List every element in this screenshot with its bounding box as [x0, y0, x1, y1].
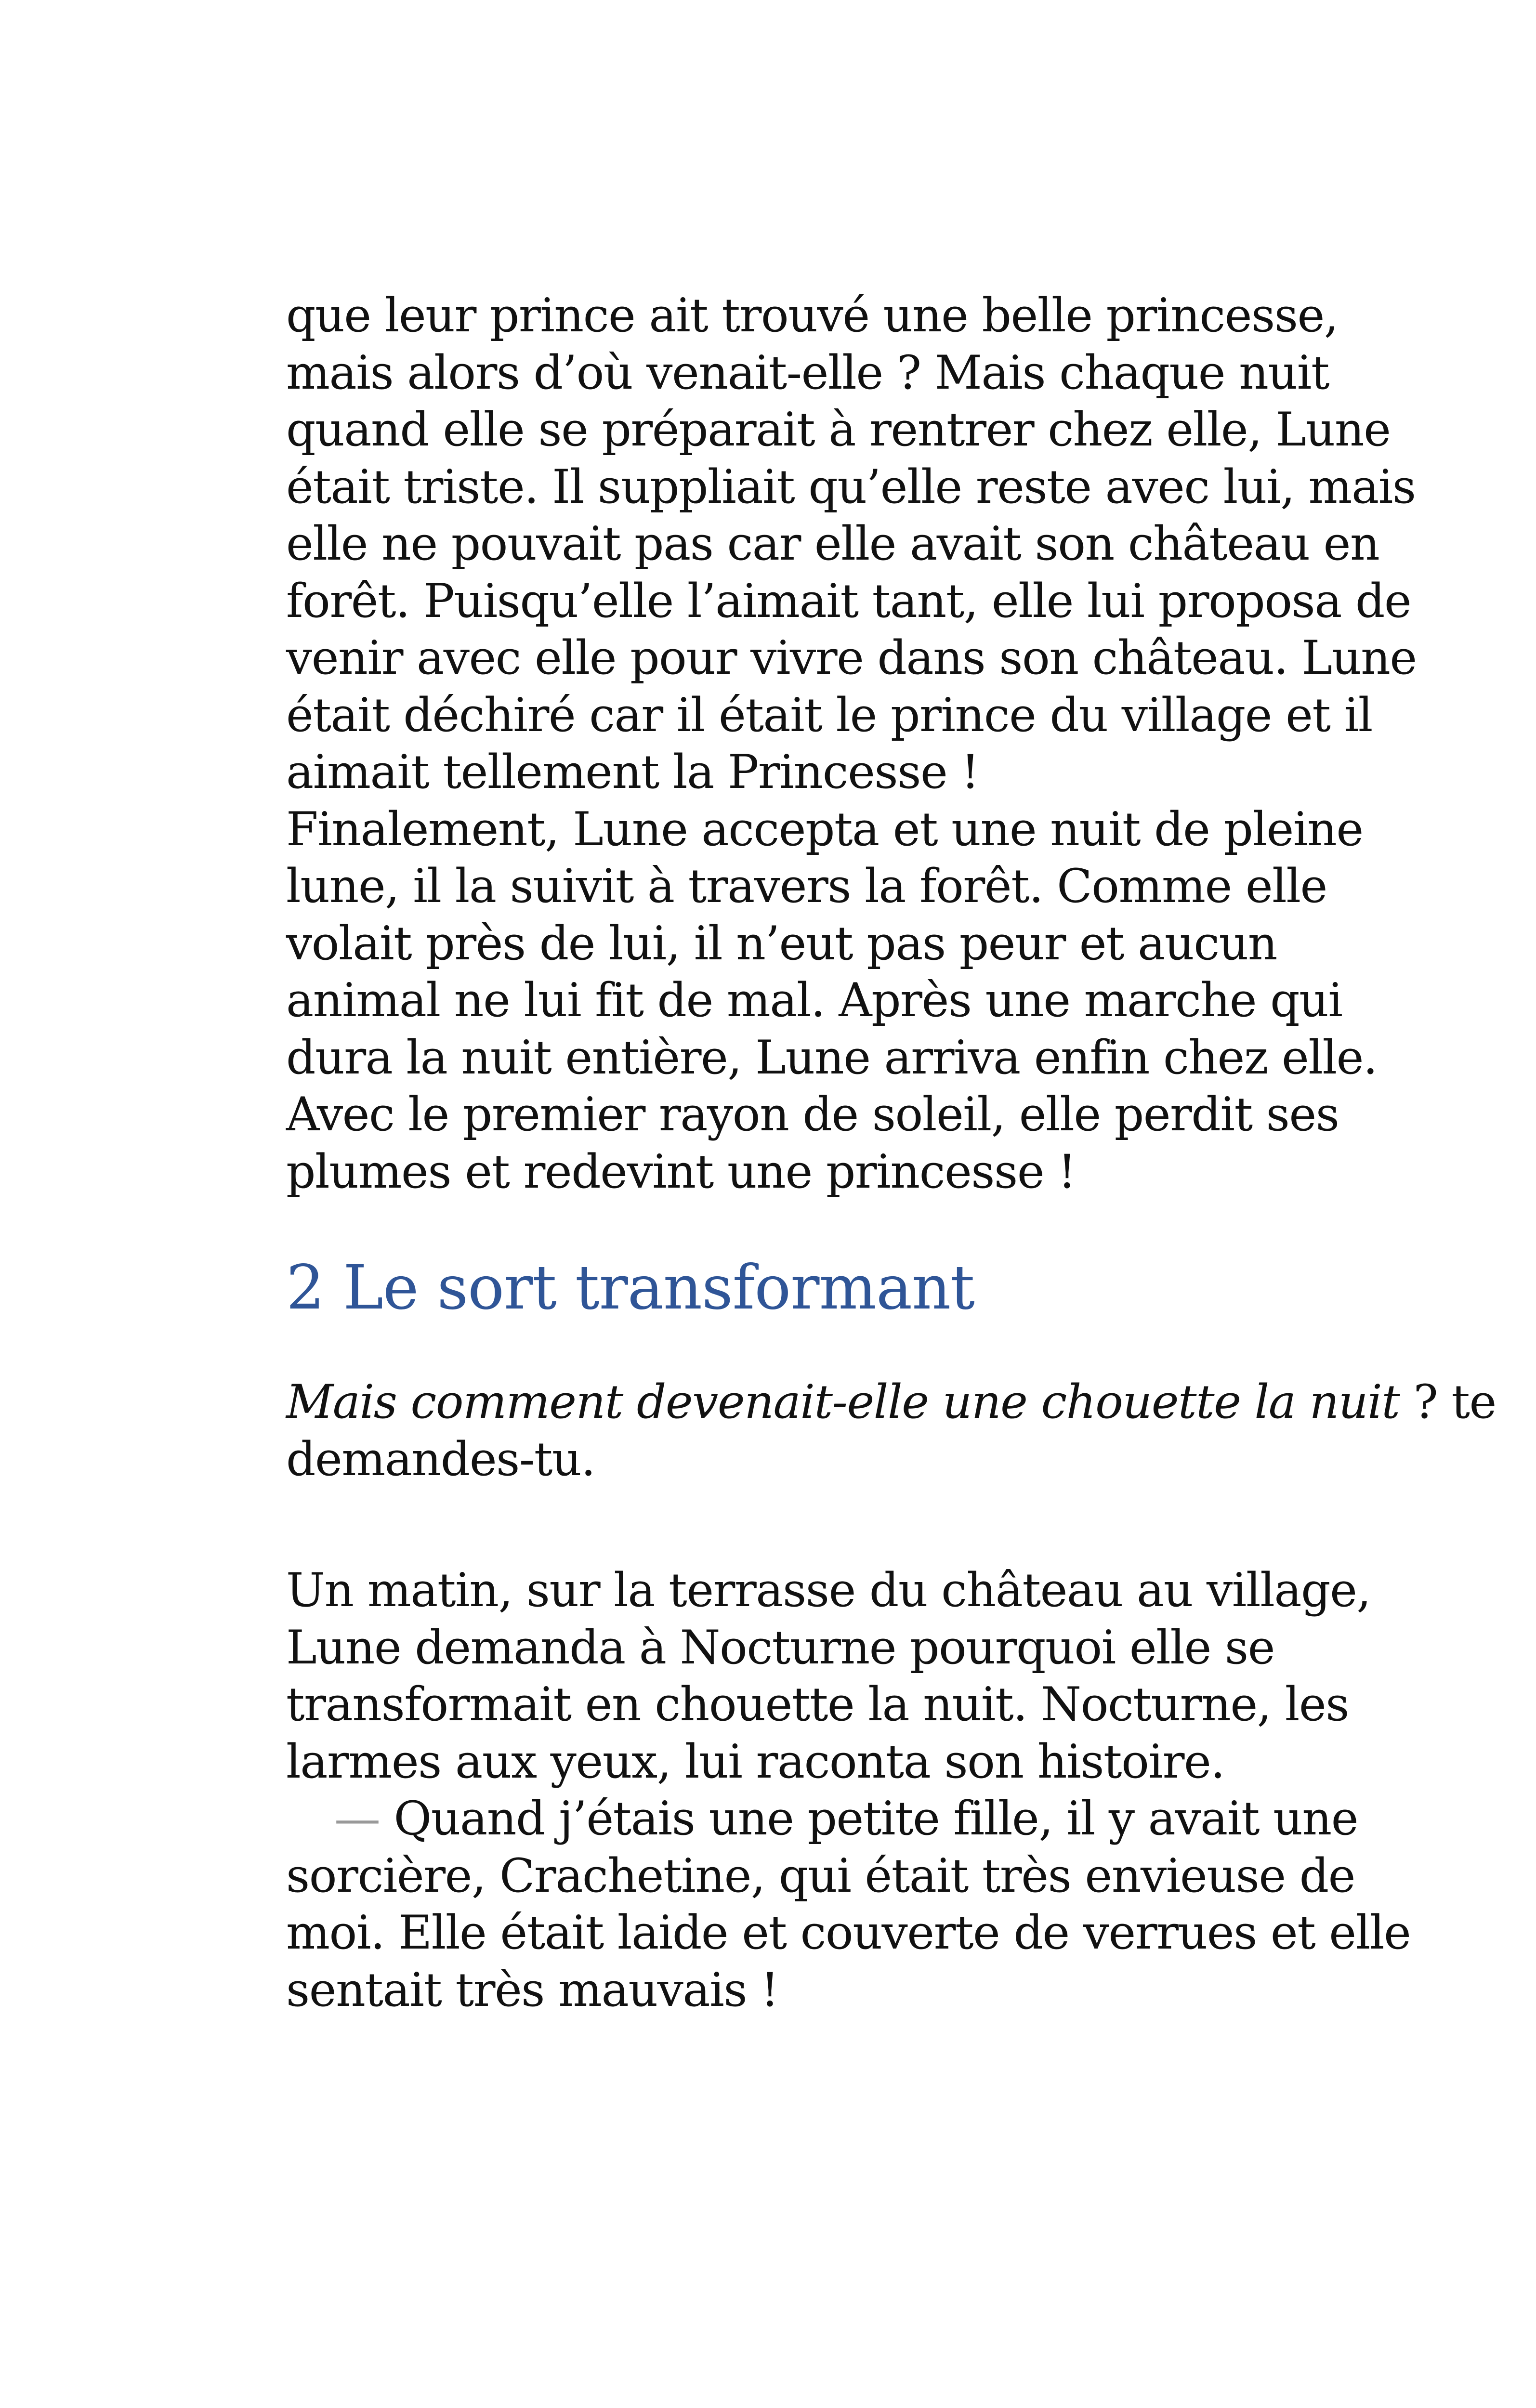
- text-line: elle ne pouvait pas car elle avait son château en: [286, 517, 1379, 571]
- text-line: Finalement, Lune accepta et une nuit de pleine: [286, 802, 1363, 856]
- text-line: mais alors d’où venait-elle ? Mais chaque nuit: [286, 345, 1329, 400]
- text-line: que leur prince ait trouvé une belle princesse,: [286, 288, 1338, 342]
- italic-question: Mais comment devenait-elle une chouette la nuit: [286, 1375, 1400, 1429]
- dialogue-first-line: [286, 1790, 1410, 1847]
- paragraph-3: [286, 1562, 1410, 2018]
- text-line: était triste. Il suppliait qu’elle reste avec lui, mais: [286, 459, 1416, 514]
- text-line: plumes et redevint une princesse !: [286, 1144, 1076, 1199]
- text-line: était déchiré car il était le prince du village et il: [286, 688, 1372, 742]
- text-line: forêt. Puisqu’elle l’aimait tant, elle lui proposa de: [286, 574, 1411, 628]
- text-line: volait près de lui, il n’eut pas peur et aucun: [286, 916, 1277, 970]
- text-line: venir avec elle pour vivre dans son château. Lune: [286, 631, 1417, 685]
- text-line: animal ne lui fit de mal. Après une marche qui: [286, 973, 1342, 1027]
- document-page: [286, 287, 1496, 2017]
- text-line: larmes aux yeux, lui raconta son histoire.: [286, 1734, 1225, 1789]
- text-line: lune, il la suivit à travers la forêt. Comme elle: [286, 859, 1327, 913]
- text-line: transformait en chouette la nuit. Nocturne, les: [286, 1677, 1349, 1731]
- text-line: demandes-tu.: [286, 1432, 595, 1486]
- text-line: moi. Elle était laide et couverte de verrues et elle: [286, 1906, 1411, 1960]
- question-tail: ? te: [1399, 1375, 1496, 1429]
- text-line: Avec le premier rayon de soleil, elle perdit ses: [286, 1087, 1339, 1141]
- text-line: quand elle se préparait à rentrer chez elle, Lune: [286, 403, 1391, 457]
- text-line: Lune demanda à Nocturne pourquoi elle se: [286, 1620, 1274, 1675]
- dialogue-text: Quand j’étais une petite fille, il y avait une: [380, 1792, 1358, 1845]
- section-heading: 2 Le sort transformant: [286, 1252, 974, 1323]
- text-line: dura la nuit entière, Lune arriva enfin chez elle.: [286, 1030, 1377, 1085]
- text-line: sorcière, Crachetine, qui était très envieuse de: [286, 1848, 1355, 1903]
- text-line: [286, 1374, 1496, 1431]
- question-paragraph: [286, 1374, 1496, 1488]
- paragraph-2: [286, 801, 1394, 1201]
- text-line: Un matin, sur la terrasse du château au village,: [286, 1563, 1371, 1617]
- text-line: sentait très mauvais !: [286, 1963, 779, 2017]
- paragraph-1: [286, 287, 1417, 801]
- dialogue-dash: —: [334, 1792, 380, 1845]
- text-line: aimait tellement la Princesse !: [286, 745, 979, 799]
